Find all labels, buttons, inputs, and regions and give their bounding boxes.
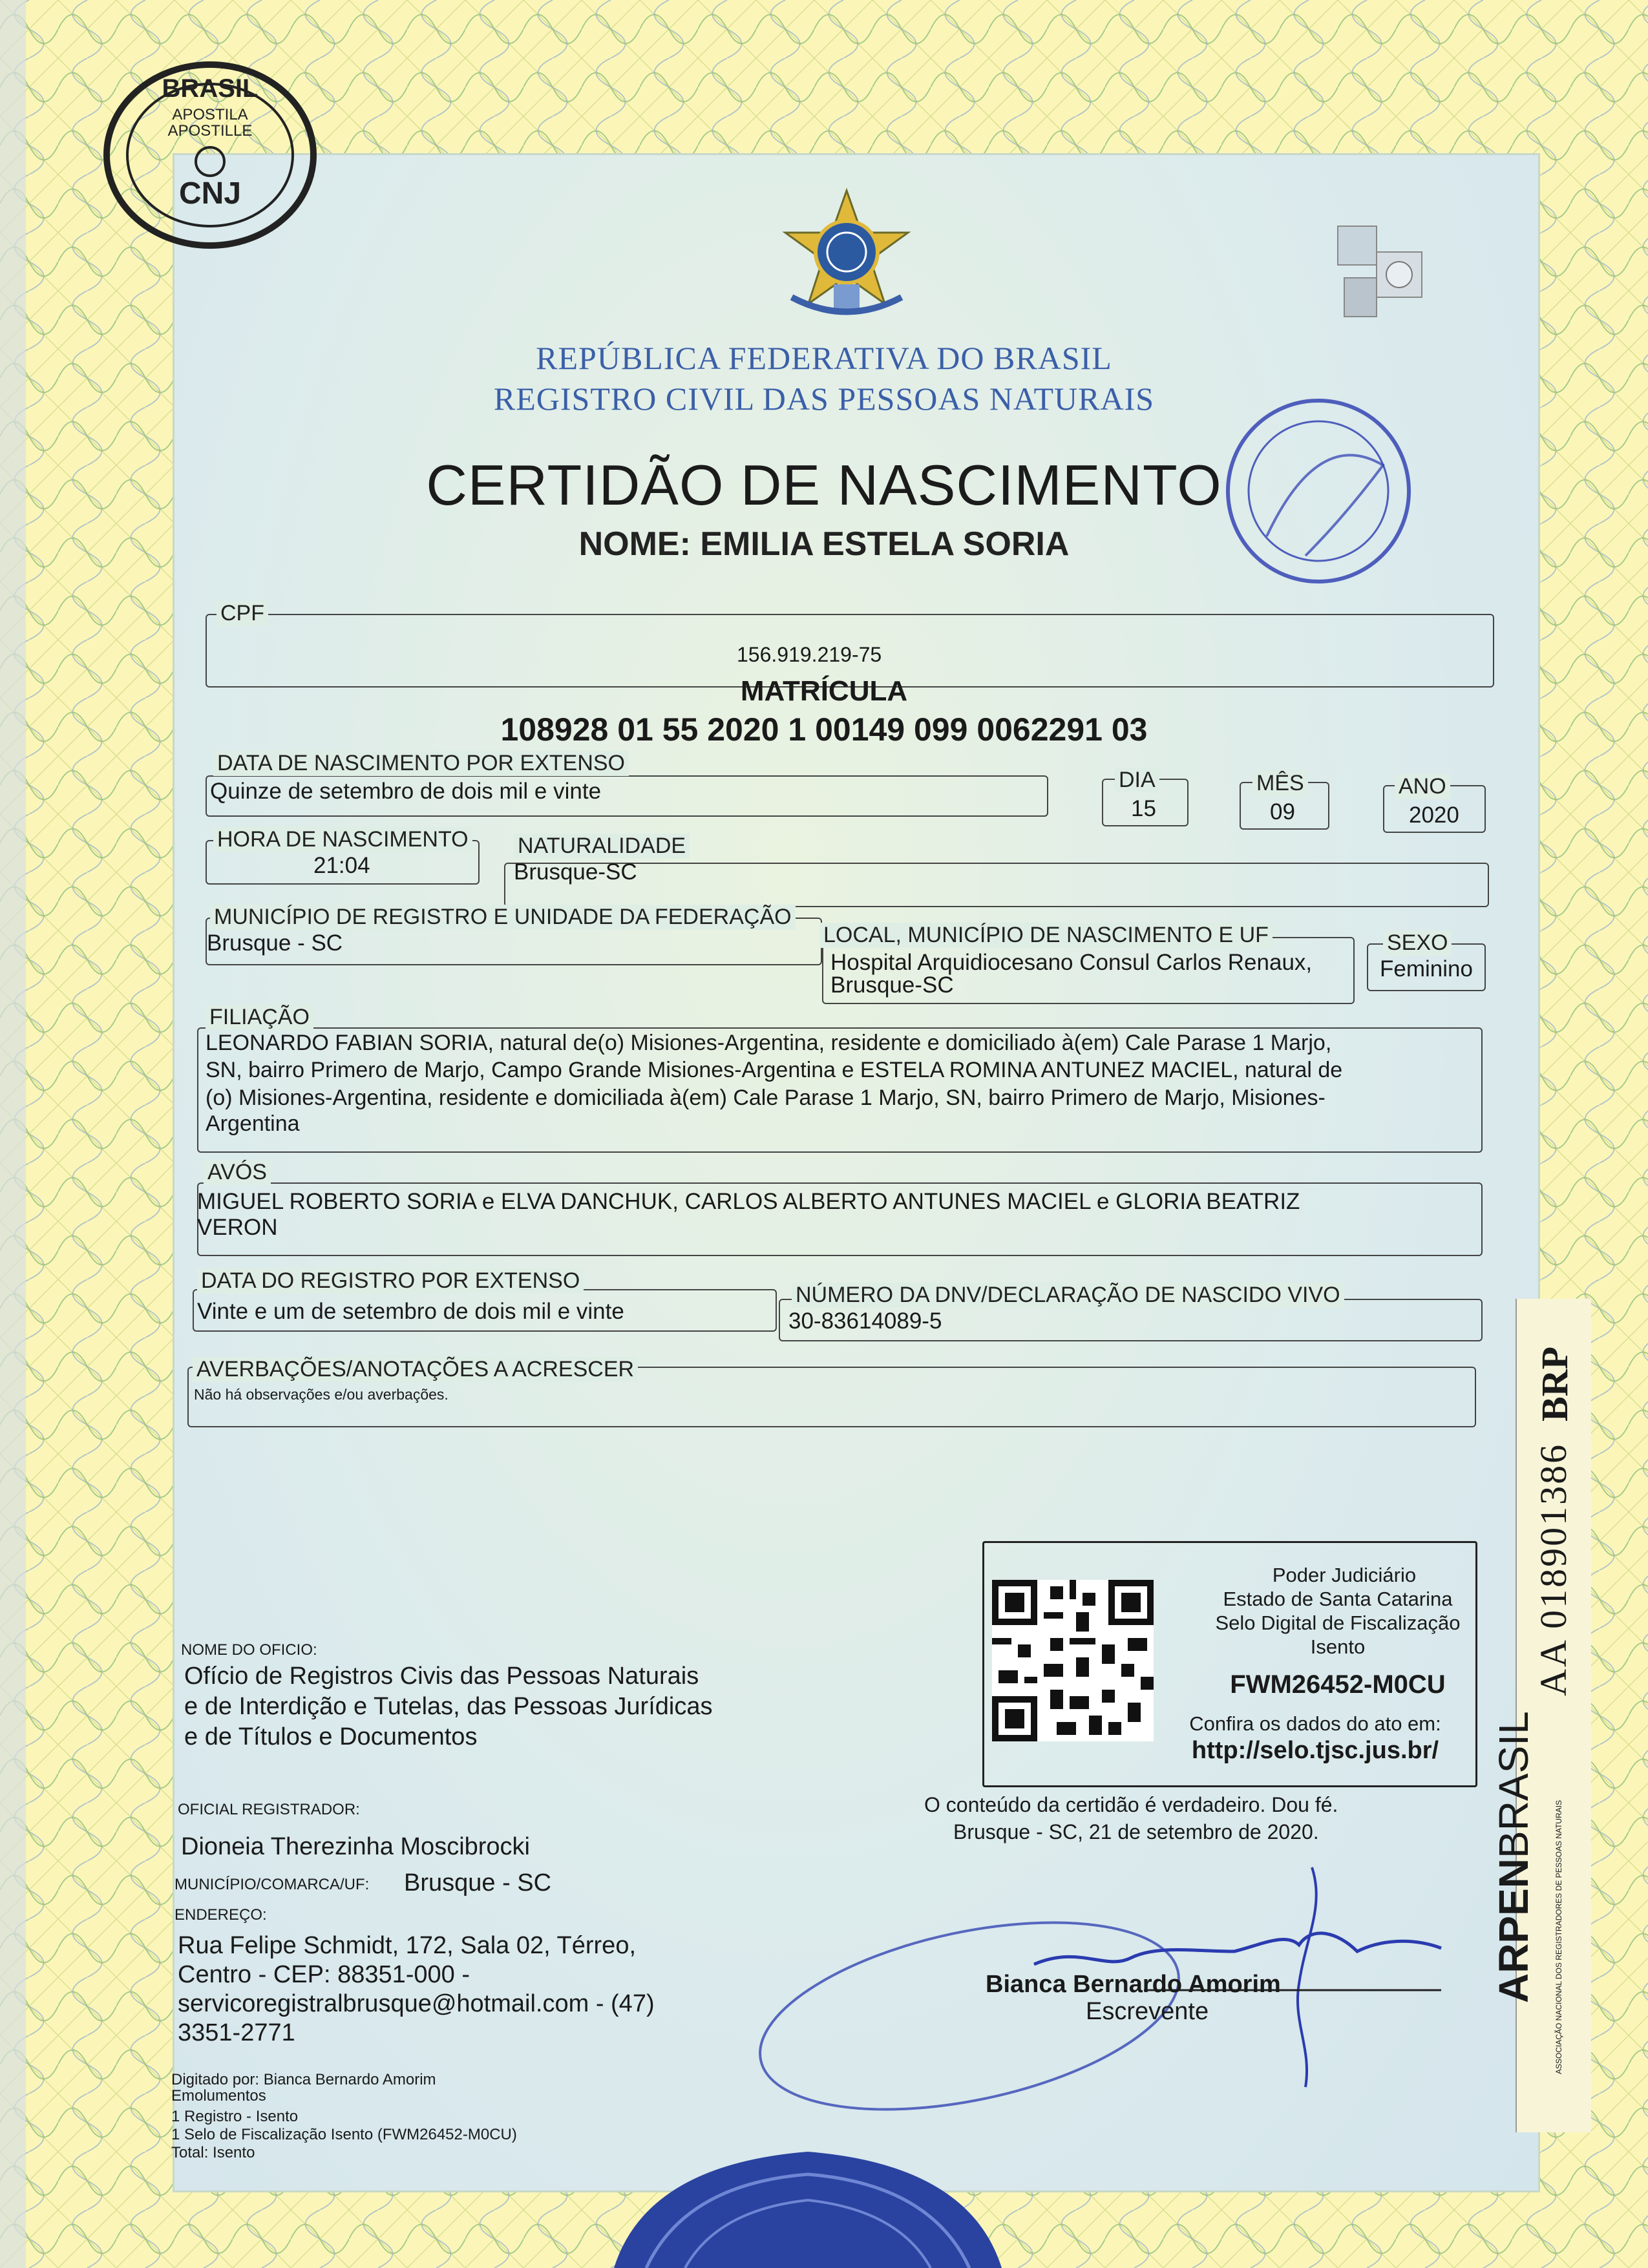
- footer-line1: Digitado por: Bianca Bernardo Amorim: [171, 2071, 436, 2088]
- seal-line4: Isento: [1310, 1635, 1366, 1658]
- matricula-value: 108928 01 55 2020 1 00149 099 0062291 03: [500, 711, 1148, 748]
- grandparents-label: AVÓS: [204, 1160, 271, 1185]
- address-label: ENDEREÇO:: [174, 1906, 267, 1924]
- office-line3: e de Títulos e Documentos: [184, 1723, 478, 1750]
- apostille-stamp: [97, 58, 323, 252]
- seal-line3: Selo Digital de Fiscalização: [1215, 1612, 1461, 1634]
- address-line4: 3351-2771: [178, 2019, 295, 2046]
- grandparents-line2: VERON: [197, 1215, 278, 1240]
- officer-label: OFICIAL REGISTRADOR:: [178, 1801, 360, 1818]
- sex-label: SEXO: [1383, 930, 1452, 956]
- birth-place-label: LOCAL, MUNICÍPIO DE NASCIMENTO E UF: [819, 923, 1273, 948]
- arpen-brand-light: BRASIL: [1490, 1711, 1537, 1858]
- office-label: NOME DO OFICIO:: [181, 1641, 317, 1659]
- dnv-label: NÚMERO DA DNV/DECLARAÇÃO DE NASCIDO VIVO: [792, 1283, 1344, 1308]
- arpen-brand-bold: ARPEN: [1490, 1858, 1537, 2003]
- office-line1: Ofício de Registros Civis das Pessoas Naturais: [184, 1663, 699, 1690]
- certificate-title: CERTIDÃO DE NASCIMENTO: [426, 453, 1222, 517]
- certification-line1: O conteúdo da certidão é verdadeiro. Dou fé.: [924, 1793, 1338, 1816]
- address-line3: servicoregistralbrusque@hotmail.com - (47): [178, 1990, 655, 2017]
- day-label: DIA: [1115, 768, 1159, 793]
- apostille-line3: APOSTILLE: [167, 122, 253, 140]
- naturality-label: NATURALIDADE: [514, 834, 690, 859]
- grandparents-line1: MIGUEL ROBERTO SORIA e ELVA DANCHUK, CARLOS ALBERTO ANTUNES MACIEL e GLORIA BEATRIZ: [197, 1189, 1300, 1214]
- office-line2: e de Interdição e Tutelas, das Pessoas Jurídicas: [184, 1693, 713, 1720]
- footer-line4: 1 Selo de Fiscalização Isento (FWM26452-M0CU): [171, 2126, 517, 2143]
- signer-role: Escrevente: [1086, 1998, 1209, 2025]
- address-line1: Rua Felipe Schmidt, 172, Sala 02, Térreo,: [178, 1932, 637, 1959]
- hologram-seal: [1318, 220, 1448, 336]
- reg-date-label: DATA DO REGISTRO POR EXTENSO: [197, 1268, 584, 1294]
- reg-municipality-label: MUNICÍPIO DE REGISTRO E UNIDADE DA FEDERAÇÃO: [210, 905, 796, 930]
- coat-of-arms-emblem: [779, 187, 914, 323]
- birth-date-value: Quinze de setembro de dois mil e vinte: [210, 779, 602, 804]
- serial-suffix: BRP: [1534, 1347, 1576, 1422]
- birth-time-value: 21:04: [313, 853, 370, 878]
- month-label: MÊS: [1252, 771, 1308, 796]
- dnv-value: 30-83614089-5: [788, 1308, 942, 1334]
- seal-url[interactable]: http://selo.tjsc.jus.br/: [1191, 1737, 1439, 1764]
- signer-name: Bianca Bernardo Amorim: [986, 1971, 1281, 1998]
- certificate-name-line: NOME: EMILIA ESTELA SORIA: [578, 525, 1070, 563]
- seal-line1: Poder Judiciário: [1272, 1564, 1417, 1586]
- filiation-label: FILIAÇÃO: [206, 1005, 313, 1030]
- republic-title: REPÚBLICA FEDERATIVA DO BRASIL: [536, 340, 1112, 376]
- birth-date-label: DATA DE NASCIMENTO POR EXTENSO: [213, 751, 629, 776]
- seal-code: FWM26452-M0CU: [1230, 1670, 1446, 1699]
- annotations-label: AVERBAÇÕES/ANOTAÇÕES A ACRESCER: [193, 1357, 638, 1382]
- arpen-sub: ASSOCIAÇÃO NACIONAL DOS REGISTRADORES DE PESSOAS NATURAIS: [1554, 1800, 1563, 2074]
- matricula-label: MATRÍCULA: [740, 675, 908, 707]
- annotations-value: Não há observações e/ou averbações.: [194, 1386, 449, 1403]
- year-label: ANO: [1395, 774, 1450, 799]
- birth-time-label: HORA DE NASCIMENTO: [213, 827, 472, 852]
- footer-line3: 1 Registro - Isento: [171, 2108, 299, 2125]
- birth-place-line2: Brusque-SC: [830, 972, 954, 998]
- seal-line2: Estado de Santa Catarina: [1223, 1588, 1453, 1610]
- reg-date-value: Vinte e um de setembro de dois mil e vinte: [197, 1299, 624, 1324]
- serial-number: AA 018901386: [1532, 1442, 1574, 1696]
- registry-title: REGISTRO CIVIL DAS PESSOAS NATURAIS: [493, 381, 1155, 417]
- apostille-line2: APOSTILA: [172, 106, 248, 123]
- footer-line2: Emolumentos: [171, 2087, 266, 2105]
- bottom-blue-emblem: [607, 2139, 1008, 2268]
- seal-confira: Confira os dados do ato em:: [1189, 1712, 1441, 1735]
- filiation-line2: SN, bairro Primero de Marjo, Campo Grande Misiones-Argentina e ESTELA ROMINA ANTUNEZ MACIEL, natural de: [206, 1058, 1343, 1082]
- sex-value: Feminino: [1380, 956, 1473, 982]
- cpf-label: CPF: [217, 601, 268, 626]
- footer-line5: Total: Isento: [171, 2144, 255, 2161]
- municipality-label: MUNICÍPIO/COMARCA/UF:: [174, 1876, 370, 1893]
- arpen-brand: [1490, 1711, 1537, 2003]
- cpf-value: 156.919.219-75: [737, 643, 882, 666]
- birth-place-line1: Hospital Arquidiocesano Consul Carlos Renaux,: [830, 950, 1313, 975]
- filiation-line3: (o) Misiones-Argentina, residente e domiciliada à(em) Cale Parase 1 Marjo, SN, bairro Primero de Marjo, Misiones-: [206, 1086, 1326, 1110]
- officer-value: Dioneia Therezinha Moscibrocki: [181, 1833, 530, 1860]
- naturality-value: Brusque-SC: [514, 859, 637, 885]
- municipality-value: Brusque - SC: [404, 1869, 552, 1896]
- day-value: 15: [1131, 796, 1156, 821]
- address-line2: Centro - CEP: 88351-000 -: [178, 1961, 470, 1988]
- filiation-line4: Argentina: [206, 1111, 300, 1136]
- certification-line2: Brusque - SC, 21 de setembro de 2020.: [953, 1820, 1319, 1843]
- apostille-top-text: BRASIL: [162, 74, 259, 103]
- year-value: 2020: [1409, 803, 1459, 828]
- reg-municipality-value: Brusque - SC: [207, 930, 343, 956]
- naturality-box: [504, 863, 1489, 907]
- month-value: 09: [1270, 799, 1295, 824]
- apostille-logo: CNJ: [178, 176, 242, 211]
- filiation-line1: LEONARDO FABIAN SORIA, natural de(o) Misiones-Argentina, residente e domiciliado à(em) Cale Parase 1 Marjo,: [206, 1031, 1332, 1055]
- qr-code: [992, 1580, 1154, 1741]
